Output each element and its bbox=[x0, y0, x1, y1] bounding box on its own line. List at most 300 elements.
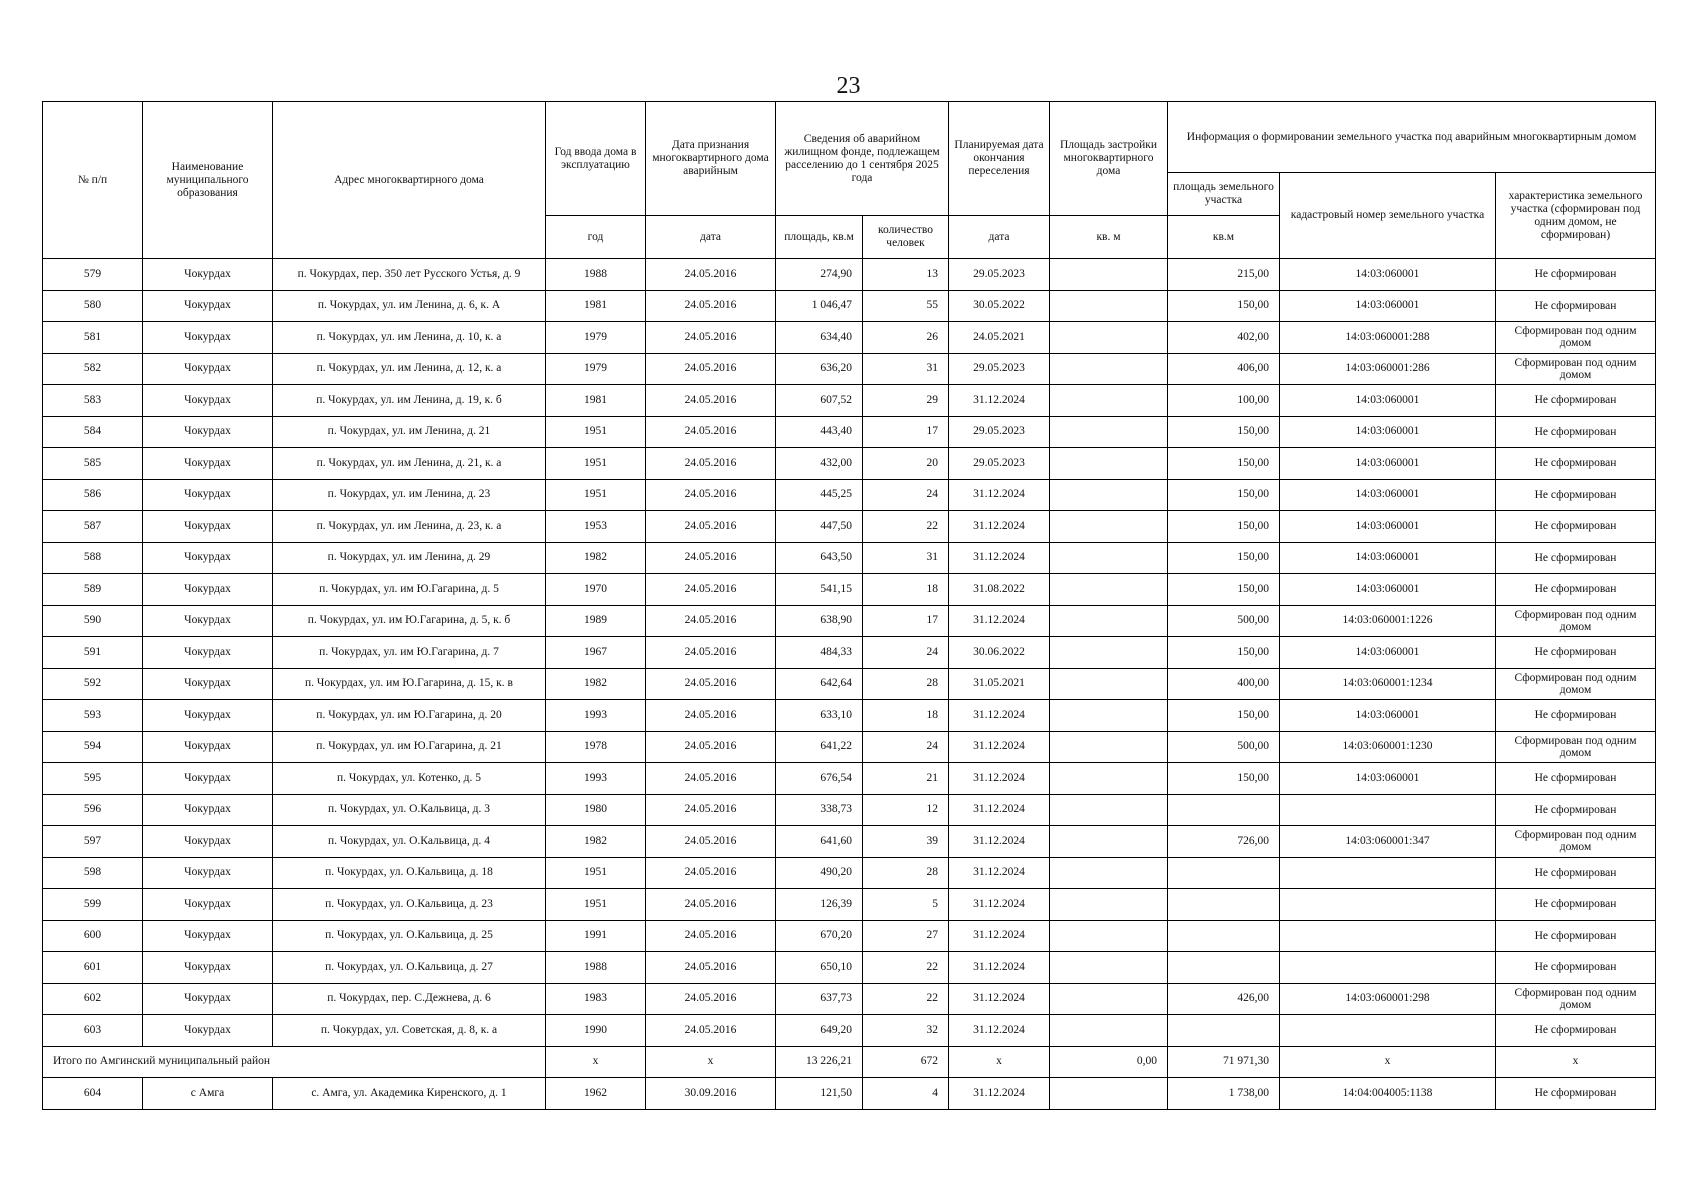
table-row bbox=[43, 794, 1656, 826]
planned-date-cell: 24.05.2021 bbox=[949, 322, 1050, 354]
people-cell: 20 bbox=[863, 448, 949, 480]
cadastral-cell: 14:03:060001 bbox=[1280, 290, 1496, 322]
row-number: 579 bbox=[43, 259, 143, 291]
year-cell: 1951 bbox=[546, 479, 646, 511]
table-row bbox=[43, 479, 1656, 511]
planned-date-cell: 31.12.2024 bbox=[949, 731, 1050, 763]
planned-date-cell: 29.05.2023 bbox=[949, 353, 1050, 385]
address-cell: п. Чокурдах, ул. им Ю.Гагарина, д. 7 bbox=[273, 637, 546, 669]
row-number: 598 bbox=[43, 857, 143, 889]
header-cadastral: кадастровый номер земельного участка bbox=[1280, 173, 1496, 259]
planned-date-cell: 31.12.2024 bbox=[949, 763, 1050, 795]
building-area-cell bbox=[1050, 668, 1168, 700]
page-number: 23 bbox=[836, 73, 861, 99]
year-cell: 1988 bbox=[546, 259, 646, 291]
building-area-cell bbox=[1050, 920, 1168, 952]
land-status-cell: Сформирован под одним домом bbox=[1496, 826, 1656, 858]
table-row bbox=[43, 952, 1656, 984]
people-cell: 26 bbox=[863, 322, 949, 354]
recognition-date-cell: 24.05.2016 bbox=[646, 700, 776, 732]
row-number: 601 bbox=[43, 952, 143, 984]
table-row bbox=[43, 259, 1656, 291]
cadastral-cell: 14:03:060001 bbox=[1280, 416, 1496, 448]
land-status-cell: Не сформирован bbox=[1496, 1015, 1656, 1047]
area-cell: 633,10 bbox=[776, 700, 863, 732]
people-cell: 31 bbox=[863, 542, 949, 574]
address-cell: п. Чокурдах, пер. 350 лет Русского Устья, д. 9 bbox=[273, 259, 546, 291]
building-area-cell bbox=[1050, 826, 1168, 858]
land-area-cell: 150,00 bbox=[1168, 511, 1280, 543]
land-area-cell: 400,00 bbox=[1168, 668, 1280, 700]
people-cell: 22 bbox=[863, 983, 949, 1015]
table-row bbox=[43, 1078, 1656, 1110]
building-area-cell bbox=[1050, 511, 1168, 543]
row-number: 584 bbox=[43, 416, 143, 448]
area-cell: 274,90 bbox=[776, 259, 863, 291]
planned-date-cell: 31.12.2024 bbox=[949, 511, 1050, 543]
address-cell: п. Чокурдах, ул. им Ленина, д. 6, к. А bbox=[273, 290, 546, 322]
area-cell: 676,54 bbox=[776, 763, 863, 795]
table-row bbox=[43, 920, 1656, 952]
row-number: 581 bbox=[43, 322, 143, 354]
municipality-cell: Чокурдах bbox=[143, 479, 273, 511]
year-cell: 1951 bbox=[546, 889, 646, 921]
planned-date-cell: 31.05.2021 bbox=[949, 668, 1050, 700]
header-year: Год ввода дома в эксплуатацию bbox=[546, 102, 646, 216]
recognition-date-cell: 24.05.2016 bbox=[646, 731, 776, 763]
address-cell: п. Чокурдах, ул. им Ю.Гагарина, д. 5 bbox=[273, 574, 546, 606]
row-number: 582 bbox=[43, 353, 143, 385]
building-area-cell bbox=[1050, 700, 1168, 732]
recognition-date-cell: 24.05.2016 bbox=[646, 763, 776, 795]
planned-date-cell: 29.05.2023 bbox=[949, 448, 1050, 480]
area-cell: 484,33 bbox=[776, 637, 863, 669]
municipality-cell: Чокурдах bbox=[143, 920, 273, 952]
land-area-cell: 726,00 bbox=[1168, 826, 1280, 858]
people-cell: 24 bbox=[863, 731, 949, 763]
address-cell: п. Чокурдах, ул. О.Кальвица, д. 27 bbox=[273, 952, 546, 984]
area-cell: 642,64 bbox=[776, 668, 863, 700]
planned-date-cell: 31.12.2024 bbox=[949, 1015, 1050, 1047]
address-cell: п. Чокурдах, ул. О.Кальвица, д. 23 bbox=[273, 889, 546, 921]
table-row bbox=[43, 826, 1656, 858]
land-area-cell: 426,00 bbox=[1168, 983, 1280, 1015]
building-area-cell bbox=[1050, 794, 1168, 826]
address-cell: п. Чокурдах, ул. им Ленина, д. 29 bbox=[273, 542, 546, 574]
cadastral-cell: 14:03:060001:1226 bbox=[1280, 605, 1496, 637]
header-planned-date: Планируемая дата окончания переселения bbox=[949, 102, 1050, 216]
area-cell: 637,73 bbox=[776, 983, 863, 1015]
planned-date-cell: 30.05.2022 bbox=[949, 290, 1050, 322]
table-row bbox=[43, 763, 1656, 795]
row-number: 592 bbox=[43, 668, 143, 700]
building-area-cell bbox=[1050, 1078, 1168, 1110]
recognition-date-cell: 24.05.2016 bbox=[646, 952, 776, 984]
land-status-cell: Сформирован под одним домом bbox=[1496, 731, 1656, 763]
table-body bbox=[43, 259, 1656, 1110]
row-number: 589 bbox=[43, 574, 143, 606]
land-status-cell: Не сформирован bbox=[1496, 952, 1656, 984]
land-status-cell: Не сформирован bbox=[1496, 479, 1656, 511]
recognition-date-cell: 24.05.2016 bbox=[646, 637, 776, 669]
planned-date-cell: 30.06.2022 bbox=[949, 637, 1050, 669]
row-number: 593 bbox=[43, 700, 143, 732]
planned-date-cell: 31.12.2024 bbox=[949, 1078, 1050, 1110]
area-cell: 121,50 bbox=[776, 1078, 863, 1110]
row-number: 586 bbox=[43, 479, 143, 511]
address-cell: п. Чокурдах, ул. Котенко, д. 5 bbox=[273, 763, 546, 795]
address-cell: п. Чокурдах, ул. О.Кальвица, д. 25 bbox=[273, 920, 546, 952]
land-status-cell: Не сформирован bbox=[1496, 290, 1656, 322]
recognition-date-cell: 24.05.2016 bbox=[646, 826, 776, 858]
row-number: 595 bbox=[43, 763, 143, 795]
recognition-date-cell: 24.05.2016 bbox=[646, 857, 776, 889]
cadastral-cell: 14:04:004005:1138 bbox=[1280, 1078, 1496, 1110]
cadastral-cell bbox=[1280, 794, 1496, 826]
address-cell: п. Чокурдах, ул. им Ленина, д. 21 bbox=[273, 416, 546, 448]
land-area-cell: 100,00 bbox=[1168, 385, 1280, 417]
cadastral-cell: 14:03:060001:1230 bbox=[1280, 731, 1496, 763]
municipality-cell: Чокурдах bbox=[143, 763, 273, 795]
land-status-cell: Сформирован под одним домом bbox=[1496, 605, 1656, 637]
people-cell: 24 bbox=[863, 479, 949, 511]
land-status-cell: Не сформирован bbox=[1496, 889, 1656, 921]
municipality-cell: Чокурдах bbox=[143, 385, 273, 417]
recognition-date-cell: 24.05.2016 bbox=[646, 920, 776, 952]
unit-building-area: кв. м bbox=[1050, 216, 1168, 259]
recognition-date-cell: 24.05.2016 bbox=[646, 605, 776, 637]
cadastral-cell: 14:03:060001 bbox=[1280, 763, 1496, 795]
header-municipality: Наименование муниципального образования bbox=[143, 102, 273, 259]
building-area-cell bbox=[1050, 605, 1168, 637]
land-area-cell: 150,00 bbox=[1168, 574, 1280, 606]
people-cell: 21 bbox=[863, 763, 949, 795]
land-status-cell: Сформирован под одним домом bbox=[1496, 322, 1656, 354]
unit-land-area: кв.м bbox=[1168, 216, 1280, 259]
planned-date-cell: 31.12.2024 bbox=[949, 983, 1050, 1015]
address-cell: п. Чокурдах, ул. О.Кальвица, д. 3 bbox=[273, 794, 546, 826]
planned-date-cell: 31.12.2024 bbox=[949, 542, 1050, 574]
municipality-cell: Чокурдах bbox=[143, 511, 273, 543]
people-cell: 29 bbox=[863, 385, 949, 417]
municipality-cell: Чокурдах bbox=[143, 259, 273, 291]
total-date: х bbox=[646, 1046, 776, 1078]
year-cell: 1993 bbox=[546, 700, 646, 732]
building-area-cell bbox=[1050, 290, 1168, 322]
recognition-date-cell: 24.05.2016 bbox=[646, 479, 776, 511]
year-cell: 1951 bbox=[546, 448, 646, 480]
address-cell: п. Чокурдах, ул. Советская, д. 8, к. а bbox=[273, 1015, 546, 1047]
total-status: х bbox=[1496, 1046, 1656, 1078]
area-cell: 490,20 bbox=[776, 857, 863, 889]
planned-date-cell: 31.12.2024 bbox=[949, 700, 1050, 732]
municipality-cell: Чокурдах bbox=[143, 1015, 273, 1047]
recognition-date-cell: 24.05.2016 bbox=[646, 794, 776, 826]
header-recognition-date: Дата признания многоквартирного дома аварийным bbox=[646, 102, 776, 216]
recognition-date-cell: 24.05.2016 bbox=[646, 259, 776, 291]
table-row bbox=[43, 385, 1656, 417]
municipality-cell: Чокурдах bbox=[143, 605, 273, 637]
building-area-cell bbox=[1050, 542, 1168, 574]
emergency-housing-table bbox=[42, 101, 1656, 1110]
land-area-cell bbox=[1168, 794, 1280, 826]
land-area-cell: 402,00 bbox=[1168, 322, 1280, 354]
address-cell: с. Амга, ул. Академика Киренского, д. 1 bbox=[273, 1078, 546, 1110]
header-address: Адрес многоквартирного дома bbox=[273, 102, 546, 259]
people-cell: 12 bbox=[863, 794, 949, 826]
building-area-cell bbox=[1050, 353, 1168, 385]
municipality-cell: Чокурдах bbox=[143, 731, 273, 763]
recognition-date-cell: 24.05.2016 bbox=[646, 574, 776, 606]
recognition-date-cell: 30.09.2016 bbox=[646, 1078, 776, 1110]
municipality-cell: Чокурдах bbox=[143, 353, 273, 385]
area-cell: 1 046,47 bbox=[776, 290, 863, 322]
municipality-cell: Чокурдах bbox=[143, 889, 273, 921]
people-cell: 39 bbox=[863, 826, 949, 858]
people-cell: 5 bbox=[863, 889, 949, 921]
row-number: 602 bbox=[43, 983, 143, 1015]
header-num: № п/п bbox=[43, 102, 143, 259]
total-building-area: 0,00 bbox=[1050, 1046, 1168, 1078]
row-number: 596 bbox=[43, 794, 143, 826]
cadastral-cell bbox=[1280, 952, 1496, 984]
planned-date-cell: 31.12.2024 bbox=[949, 385, 1050, 417]
land-area-cell: 500,00 bbox=[1168, 605, 1280, 637]
people-cell: 22 bbox=[863, 511, 949, 543]
recognition-date-cell: 24.05.2016 bbox=[646, 416, 776, 448]
table-row bbox=[43, 574, 1656, 606]
recognition-date-cell: 24.05.2016 bbox=[646, 322, 776, 354]
row-number: 600 bbox=[43, 920, 143, 952]
row-number: 597 bbox=[43, 826, 143, 858]
table-row bbox=[43, 448, 1656, 480]
building-area-cell bbox=[1050, 763, 1168, 795]
recognition-date-cell: 24.05.2016 bbox=[646, 353, 776, 385]
row-number: 590 bbox=[43, 605, 143, 637]
recognition-date-cell: 24.05.2016 bbox=[646, 448, 776, 480]
address-cell: п. Чокурдах, ул. им Ленина, д. 10, к. а bbox=[273, 322, 546, 354]
land-area-cell: 150,00 bbox=[1168, 290, 1280, 322]
land-status-cell: Не сформирован bbox=[1496, 763, 1656, 795]
year-cell: 1951 bbox=[546, 857, 646, 889]
land-area-cell: 150,00 bbox=[1168, 763, 1280, 795]
planned-date-cell: 29.05.2023 bbox=[949, 416, 1050, 448]
people-cell: 13 bbox=[863, 259, 949, 291]
address-cell: п. Чокурдах, ул. О.Кальвица, д. 4 bbox=[273, 826, 546, 858]
cadastral-cell: 14:03:060001 bbox=[1280, 385, 1496, 417]
area-cell: 432,00 bbox=[776, 448, 863, 480]
recognition-date-cell: 24.05.2016 bbox=[646, 290, 776, 322]
people-cell: 28 bbox=[863, 857, 949, 889]
building-area-cell bbox=[1050, 259, 1168, 291]
year-cell: 1970 bbox=[546, 574, 646, 606]
land-area-cell: 215,00 bbox=[1168, 259, 1280, 291]
land-area-cell bbox=[1168, 1015, 1280, 1047]
address-cell: п. Чокурдах, ул. им Ю.Гагарина, д. 21 bbox=[273, 731, 546, 763]
area-cell: 443,40 bbox=[776, 416, 863, 448]
year-cell: 1979 bbox=[546, 322, 646, 354]
municipality-cell: Чокурдах bbox=[143, 952, 273, 984]
municipality-cell: Чокурдах bbox=[143, 857, 273, 889]
total-planned: х bbox=[949, 1046, 1050, 1078]
table-row bbox=[43, 1015, 1656, 1047]
cadastral-cell: 14:03:060001:288 bbox=[1280, 322, 1496, 354]
land-status-cell: Сформирован под одним домом bbox=[1496, 983, 1656, 1015]
people-cell: 27 bbox=[863, 920, 949, 952]
people-cell: 18 bbox=[863, 700, 949, 732]
cadastral-cell: 14:03:060001:298 bbox=[1280, 983, 1496, 1015]
cadastral-cell: 14:03:060001:286 bbox=[1280, 353, 1496, 385]
planned-date-cell: 31.12.2024 bbox=[949, 857, 1050, 889]
building-area-cell bbox=[1050, 416, 1168, 448]
table-row bbox=[43, 731, 1656, 763]
year-cell: 1980 bbox=[546, 794, 646, 826]
building-area-cell bbox=[1050, 857, 1168, 889]
municipality-cell: Чокурдах bbox=[143, 637, 273, 669]
row-number: 588 bbox=[43, 542, 143, 574]
address-cell: п. Чокурдах, ул. им Ленина, д. 21, к. а bbox=[273, 448, 546, 480]
cadastral-cell: 14:03:060001:1234 bbox=[1280, 668, 1496, 700]
area-cell: 641,22 bbox=[776, 731, 863, 763]
land-status-cell: Не сформирован bbox=[1496, 448, 1656, 480]
table-row bbox=[43, 353, 1656, 385]
unit-date: дата bbox=[646, 216, 776, 259]
planned-date-cell: 31.12.2024 bbox=[949, 605, 1050, 637]
row-number: 603 bbox=[43, 1015, 143, 1047]
table-row bbox=[43, 416, 1656, 448]
year-cell: 1988 bbox=[546, 952, 646, 984]
building-area-cell bbox=[1050, 731, 1168, 763]
unit-people: количество человек bbox=[863, 216, 949, 259]
row-number: 599 bbox=[43, 889, 143, 921]
land-area-cell bbox=[1168, 952, 1280, 984]
cadastral-cell: 14:03:060001 bbox=[1280, 574, 1496, 606]
cadastral-cell: 14:03:060001 bbox=[1280, 259, 1496, 291]
building-area-cell bbox=[1050, 574, 1168, 606]
land-status-cell: Сформирован под одним домом bbox=[1496, 353, 1656, 385]
table-row bbox=[43, 637, 1656, 669]
table-row bbox=[43, 668, 1656, 700]
municipality-cell: Чокурдах bbox=[143, 542, 273, 574]
address-cell: п. Чокурдах, ул. им Ленина, д. 12, к. а bbox=[273, 353, 546, 385]
people-cell: 24 bbox=[863, 637, 949, 669]
land-status-cell: Не сформирован bbox=[1496, 857, 1656, 889]
area-cell: 670,20 bbox=[776, 920, 863, 952]
building-area-cell bbox=[1050, 983, 1168, 1015]
total-cadastral: х bbox=[1280, 1046, 1496, 1078]
planned-date-cell: 29.05.2023 bbox=[949, 259, 1050, 291]
table-row bbox=[43, 290, 1656, 322]
table-row bbox=[43, 700, 1656, 732]
area-cell: 445,25 bbox=[776, 479, 863, 511]
land-status-cell: Не сформирован bbox=[1496, 794, 1656, 826]
year-cell: 1991 bbox=[546, 920, 646, 952]
municipality-cell: Чокурдах bbox=[143, 826, 273, 858]
people-cell: 31 bbox=[863, 353, 949, 385]
area-cell: 541,15 bbox=[776, 574, 863, 606]
cadastral-cell: 14:03:060001 bbox=[1280, 542, 1496, 574]
land-area-cell: 150,00 bbox=[1168, 448, 1280, 480]
municipality-cell: Чокурдах bbox=[143, 794, 273, 826]
building-area-cell bbox=[1050, 637, 1168, 669]
area-cell: 636,20 bbox=[776, 353, 863, 385]
land-status-cell: Не сформирован bbox=[1496, 1078, 1656, 1110]
total-row bbox=[43, 1046, 1656, 1078]
header-land-status: характеристика земельного участка (сформирован под одним домом, не сформирован) bbox=[1496, 173, 1656, 259]
municipality-cell: с Амга bbox=[143, 1078, 273, 1110]
people-cell: 28 bbox=[863, 668, 949, 700]
year-cell: 1978 bbox=[546, 731, 646, 763]
people-cell: 18 bbox=[863, 574, 949, 606]
planned-date-cell: 31.12.2024 bbox=[949, 952, 1050, 984]
recognition-date-cell: 24.05.2016 bbox=[646, 511, 776, 543]
land-area-cell: 150,00 bbox=[1168, 637, 1280, 669]
land-area-cell bbox=[1168, 857, 1280, 889]
table-row bbox=[43, 542, 1656, 574]
cadastral-cell: 14:03:060001 bbox=[1280, 700, 1496, 732]
year-cell: 1951 bbox=[546, 416, 646, 448]
cadastral-cell: 14:03:060001 bbox=[1280, 479, 1496, 511]
people-cell: 17 bbox=[863, 605, 949, 637]
area-cell: 126,39 bbox=[776, 889, 863, 921]
recognition-date-cell: 24.05.2016 bbox=[646, 983, 776, 1015]
land-status-cell: Не сформирован bbox=[1496, 700, 1656, 732]
table-row bbox=[43, 857, 1656, 889]
land-area-cell: 500,00 bbox=[1168, 731, 1280, 763]
year-cell: 1962 bbox=[546, 1078, 646, 1110]
land-status-cell: Сформирован под одним домом bbox=[1496, 668, 1656, 700]
building-area-cell bbox=[1050, 322, 1168, 354]
table-row bbox=[43, 511, 1656, 543]
building-area-cell bbox=[1050, 952, 1168, 984]
row-number: 585 bbox=[43, 448, 143, 480]
year-cell: 1983 bbox=[546, 983, 646, 1015]
year-cell: 1993 bbox=[546, 763, 646, 795]
municipality-cell: Чокурдах bbox=[143, 668, 273, 700]
address-cell: п. Чокурдах, пер. С.Дежнева, д. 6 bbox=[273, 983, 546, 1015]
land-status-cell: Не сформирован bbox=[1496, 574, 1656, 606]
land-area-cell: 1 738,00 bbox=[1168, 1078, 1280, 1110]
recognition-date-cell: 24.05.2016 bbox=[646, 668, 776, 700]
header-building-area: Площадь застройки многоквартирного дома bbox=[1050, 102, 1168, 216]
area-cell: 649,20 bbox=[776, 1015, 863, 1047]
header-emergency-info: Сведения об аварийном жилищном фонде, подлежащем расселению до 1 сентября 2025 года bbox=[776, 102, 949, 216]
land-status-cell: Не сформирован bbox=[1496, 637, 1656, 669]
land-status-cell: Не сформирован bbox=[1496, 511, 1656, 543]
cadastral-cell: 14:03:060001 bbox=[1280, 511, 1496, 543]
cadastral-cell bbox=[1280, 920, 1496, 952]
land-area-cell bbox=[1168, 920, 1280, 952]
total-people: 672 bbox=[863, 1046, 949, 1078]
cadastral-cell: 14:03:060001 bbox=[1280, 637, 1496, 669]
address-cell: п. Чокурдах, ул. им Ленина, д. 23, к. а bbox=[273, 511, 546, 543]
recognition-date-cell: 24.05.2016 bbox=[646, 1015, 776, 1047]
planned-date-cell: 31.12.2024 bbox=[949, 920, 1050, 952]
municipality-cell: Чокурдах bbox=[143, 574, 273, 606]
address-cell: п. Чокурдах, ул. им Ленина, д. 23 bbox=[273, 479, 546, 511]
planned-date-cell: 31.12.2024 bbox=[949, 826, 1050, 858]
land-status-cell: Не сформирован bbox=[1496, 920, 1656, 952]
area-cell: 447,50 bbox=[776, 511, 863, 543]
total-label: Итого по Амгинский муниципальный район bbox=[43, 1046, 546, 1078]
land-area-cell: 150,00 bbox=[1168, 542, 1280, 574]
address-cell: п. Чокурдах, ул. им Ю.Гагарина, д. 20 bbox=[273, 700, 546, 732]
building-area-cell bbox=[1050, 385, 1168, 417]
year-cell: 1979 bbox=[546, 353, 646, 385]
address-cell: п. Чокурдах, ул. О.Кальвица, д. 18 bbox=[273, 857, 546, 889]
recognition-date-cell: 24.05.2016 bbox=[646, 889, 776, 921]
land-area-cell: 150,00 bbox=[1168, 416, 1280, 448]
